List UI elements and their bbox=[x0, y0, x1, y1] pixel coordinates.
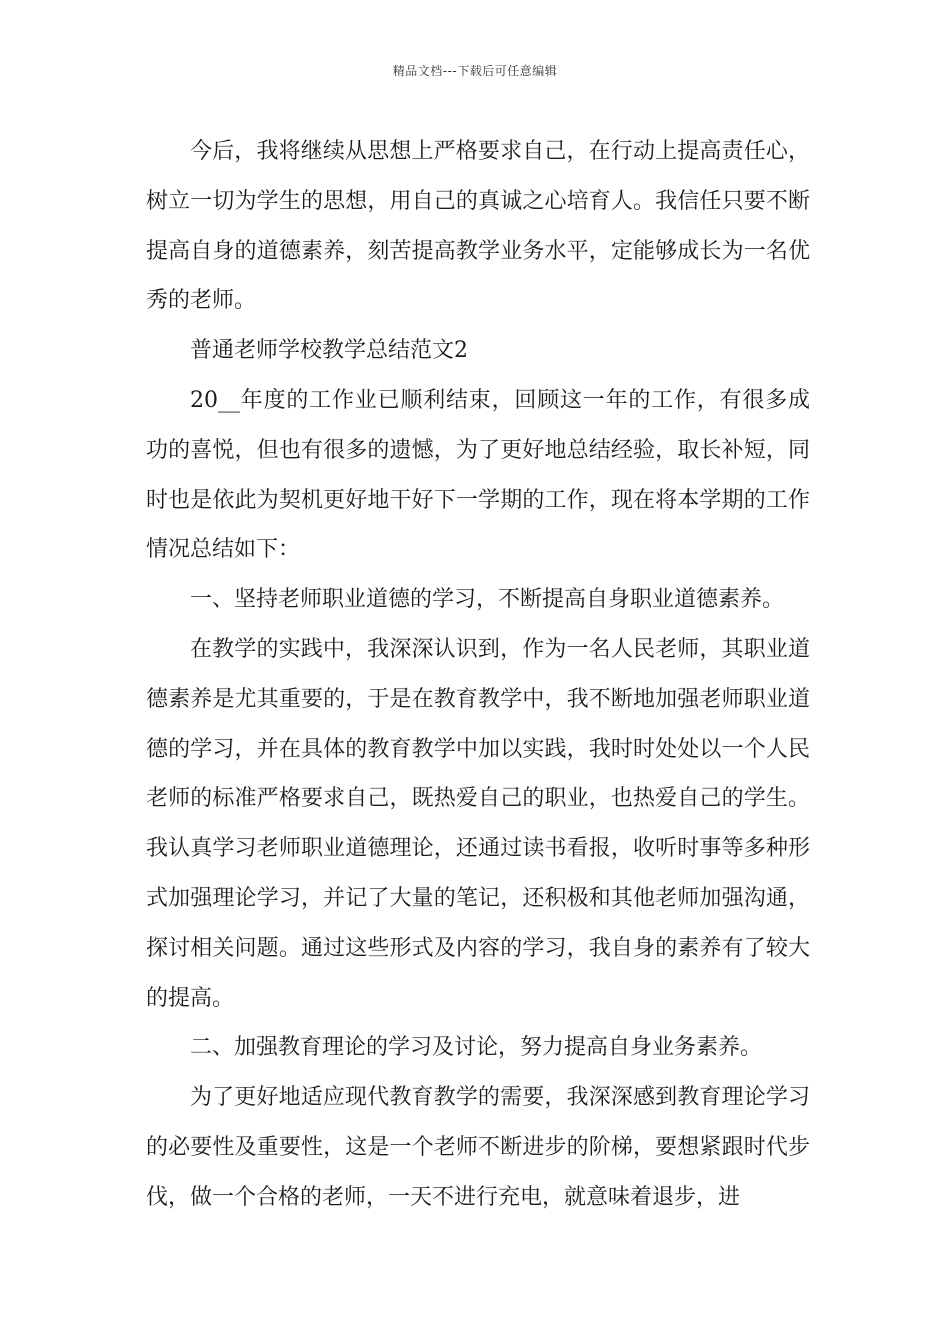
page-header: 精品文档---下载后可任意编辑 bbox=[392, 64, 558, 78]
document-body bbox=[146, 127, 810, 1223]
heading-point-one: 一、坚持老师职业道德的学习，不断提高自身职业道德素养。 bbox=[190, 587, 785, 613]
paragraph-intro: 20__年度的工作业已顺利结束，回顾这一年的工作，有很多成功的喜悦，但也有很多的遗憾，为了更好地总结经验，取长补短，同时也是依此为契机更好地干好下一学期的工作，现在将本学期的工作情况总结如下： bbox=[146, 387, 810, 563]
heading-point-two: 二、加强教育理论的学习及讨论，努力提高自身业务素养。 bbox=[190, 1035, 763, 1061]
paragraph-point-one: 在教学的实践中，我深深认识到，作为一名人民老师，其职业道德素养是尤其重要的，于是在教育教学中，我不断地加强老师职业道德的学习，并在具体的教育教学中加以实践，我时时处处以一个人民老师的标准严格要求自己，既热爱自己的职业，也热爱自己的学生。我认真学习老师职业道德理论，还通过读书看报，收听时事等多种形式加强理论学习，并记了大量的笔记，还积极和其他老师加强沟通，探讨相关问题。通过这些形式及内容的学习，我自身的素养有了较大的提高。 bbox=[146, 636, 810, 1011]
section-title: 普通老师学校教学总结范文2 bbox=[190, 338, 468, 364]
paragraph-point-two: 为了更好地适应现代教育教学的需要，我深深感到教育理论学习的必要性及重要性，这是一个老师不断进步的阶梯，要想紧跟时代步伐，做一个合格的老师，一天不进行充电，就意味着退步，进 bbox=[146, 1085, 810, 1210]
paragraph-conclusion: 今后，我将继续从思想上严格要求自己，在行动上提高责任心，树立一切为学生的思想，用自己的真诚之心培育人。我信任只要不断提高自身的道德素养，刻苦提高教学业务水平，定能够成长为一名优秀的老师。 bbox=[146, 139, 810, 314]
